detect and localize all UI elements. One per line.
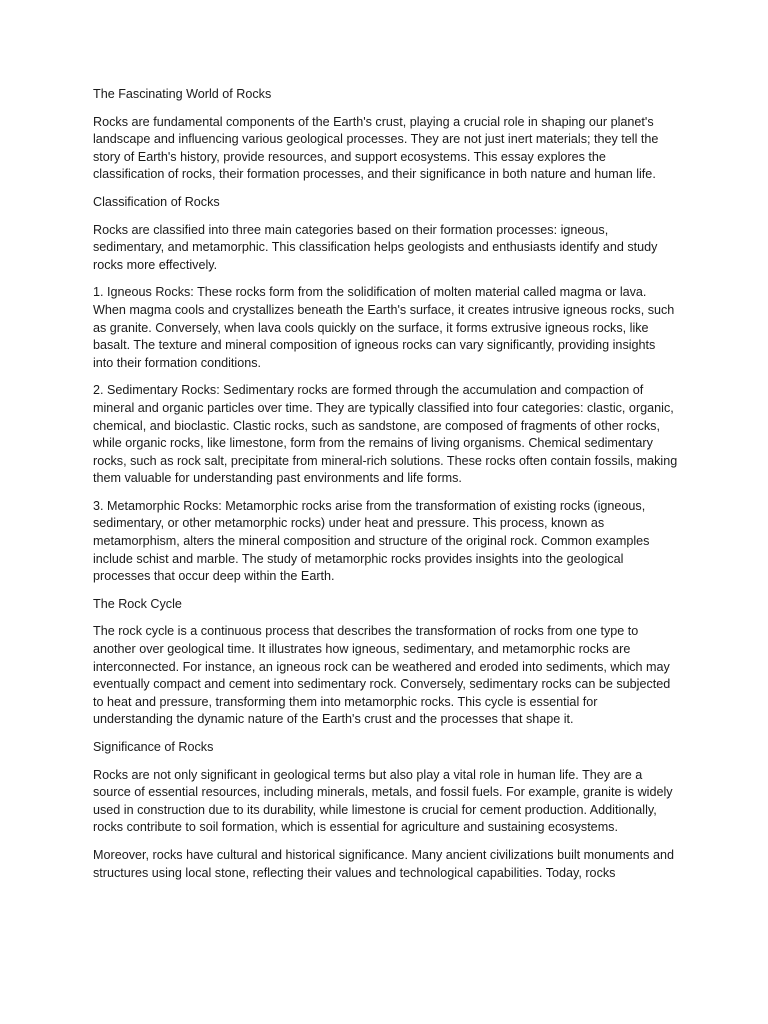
classification-intro-paragraph: Rocks are classified into three main categories based on their formation processes: igneous, sedimentary, and metamorphic. This classification helps geologists and enthusiasts identify and study rocks more effectively. bbox=[93, 222, 658, 272]
document-page bbox=[93, 86, 678, 892]
rock-cycle-paragraph: The rock cycle is a continuous process that describes the transformation of rocks from one type to another over geological time. It illustrates how igneous, sedimentary, and metamorphic rocks are interconnected. For instance, an igneous rock can be weathered and eroded into sediments, which may eventually compact and cement into sedimentary rock. Conversely, sedimentary rocks can be subjected to heat and pressure, transforming them into metamorphic rocks. This cycle is essential for understanding the dynamic nature of the Earth's crust and the processes that shape it. bbox=[93, 624, 671, 727]
sedimentary-paragraph: 2. Sedimentary Rocks: Sedimentary rocks are formed through the accumulation and compaction of mineral and organic particles over time. They are typically classified into four categories: clastic, organic, chemical, and bioclastic. Clastic rocks, such as sandstone, are composed of fragments of other rocks, while organic rocks, like limestone, form from the remains of living organisms. Chemical sedimentary rocks, such as rock salt, precipitate from mineral-rich solutions. These rocks often contain fossils, making them valuable for understanding past environments and life forms. bbox=[93, 383, 678, 486]
significance-paragraph-2: Moreover, rocks have cultural and historical significance. Many ancient civilizations built monuments and structures using local stone, reflecting their values and technological capabilities. Today, rocks bbox=[93, 847, 674, 880]
igneous-paragraph: 1. Igneous Rocks: These rocks form from the solidification of molten material called magma or lava. When magma cools and crystallizes beneath the Earth's surface, it creates intrusive igneous rocks, such as granite. Conversely, when lava cools quickly on the surface, it forms extrusive igneous rocks, like basalt. The texture and mineral composition of igneous rocks can vary significantly, providing insights into their formation conditions. bbox=[93, 285, 675, 370]
document-title: The Fascinating World of Rocks bbox=[93, 87, 272, 101]
section-heading-rock-cycle: The Rock Cycle bbox=[93, 596, 182, 611]
section-heading-classification: Classification of Rocks bbox=[93, 194, 220, 209]
section-heading-significance: Significance of Rocks bbox=[93, 740, 214, 754]
metamorphic-paragraph: 3. Metamorphic Rocks: Metamorphic rocks arise from the transformation of existing rocks (igneous, sedimentary, or other metamorphic rocks) under heat and pressure. This process, known as metamorphism, alters the mineral composition and structure of the original rock. Common examples include schist and marble. The study of metamorphic rocks provides insights into the geological processes that occur deep within the Earth. bbox=[93, 498, 650, 584]
significance-paragraph-1: Rocks are not only significant in geological terms but also play a vital role in human life. They are a source of essential resources, including minerals, metals, and fossil fuels. For example, granite is widely used in construction due to its durability, while limestone is crucial for cement production. Additionally, rocks contribute to soil formation, which is essential for agriculture and sustaining ecosystems. bbox=[93, 767, 673, 835]
intro-paragraph: Rocks are fundamental components of the Earth's crust, playing a crucial role in shaping our planet's landscape and influencing various geological processes. They are not just inert materials; they tell the story of Earth's history, provide resources, and support ecosystems. This essay explores the classification of rocks, their formation processes, and their significance in both nature and human life. bbox=[93, 114, 659, 182]
